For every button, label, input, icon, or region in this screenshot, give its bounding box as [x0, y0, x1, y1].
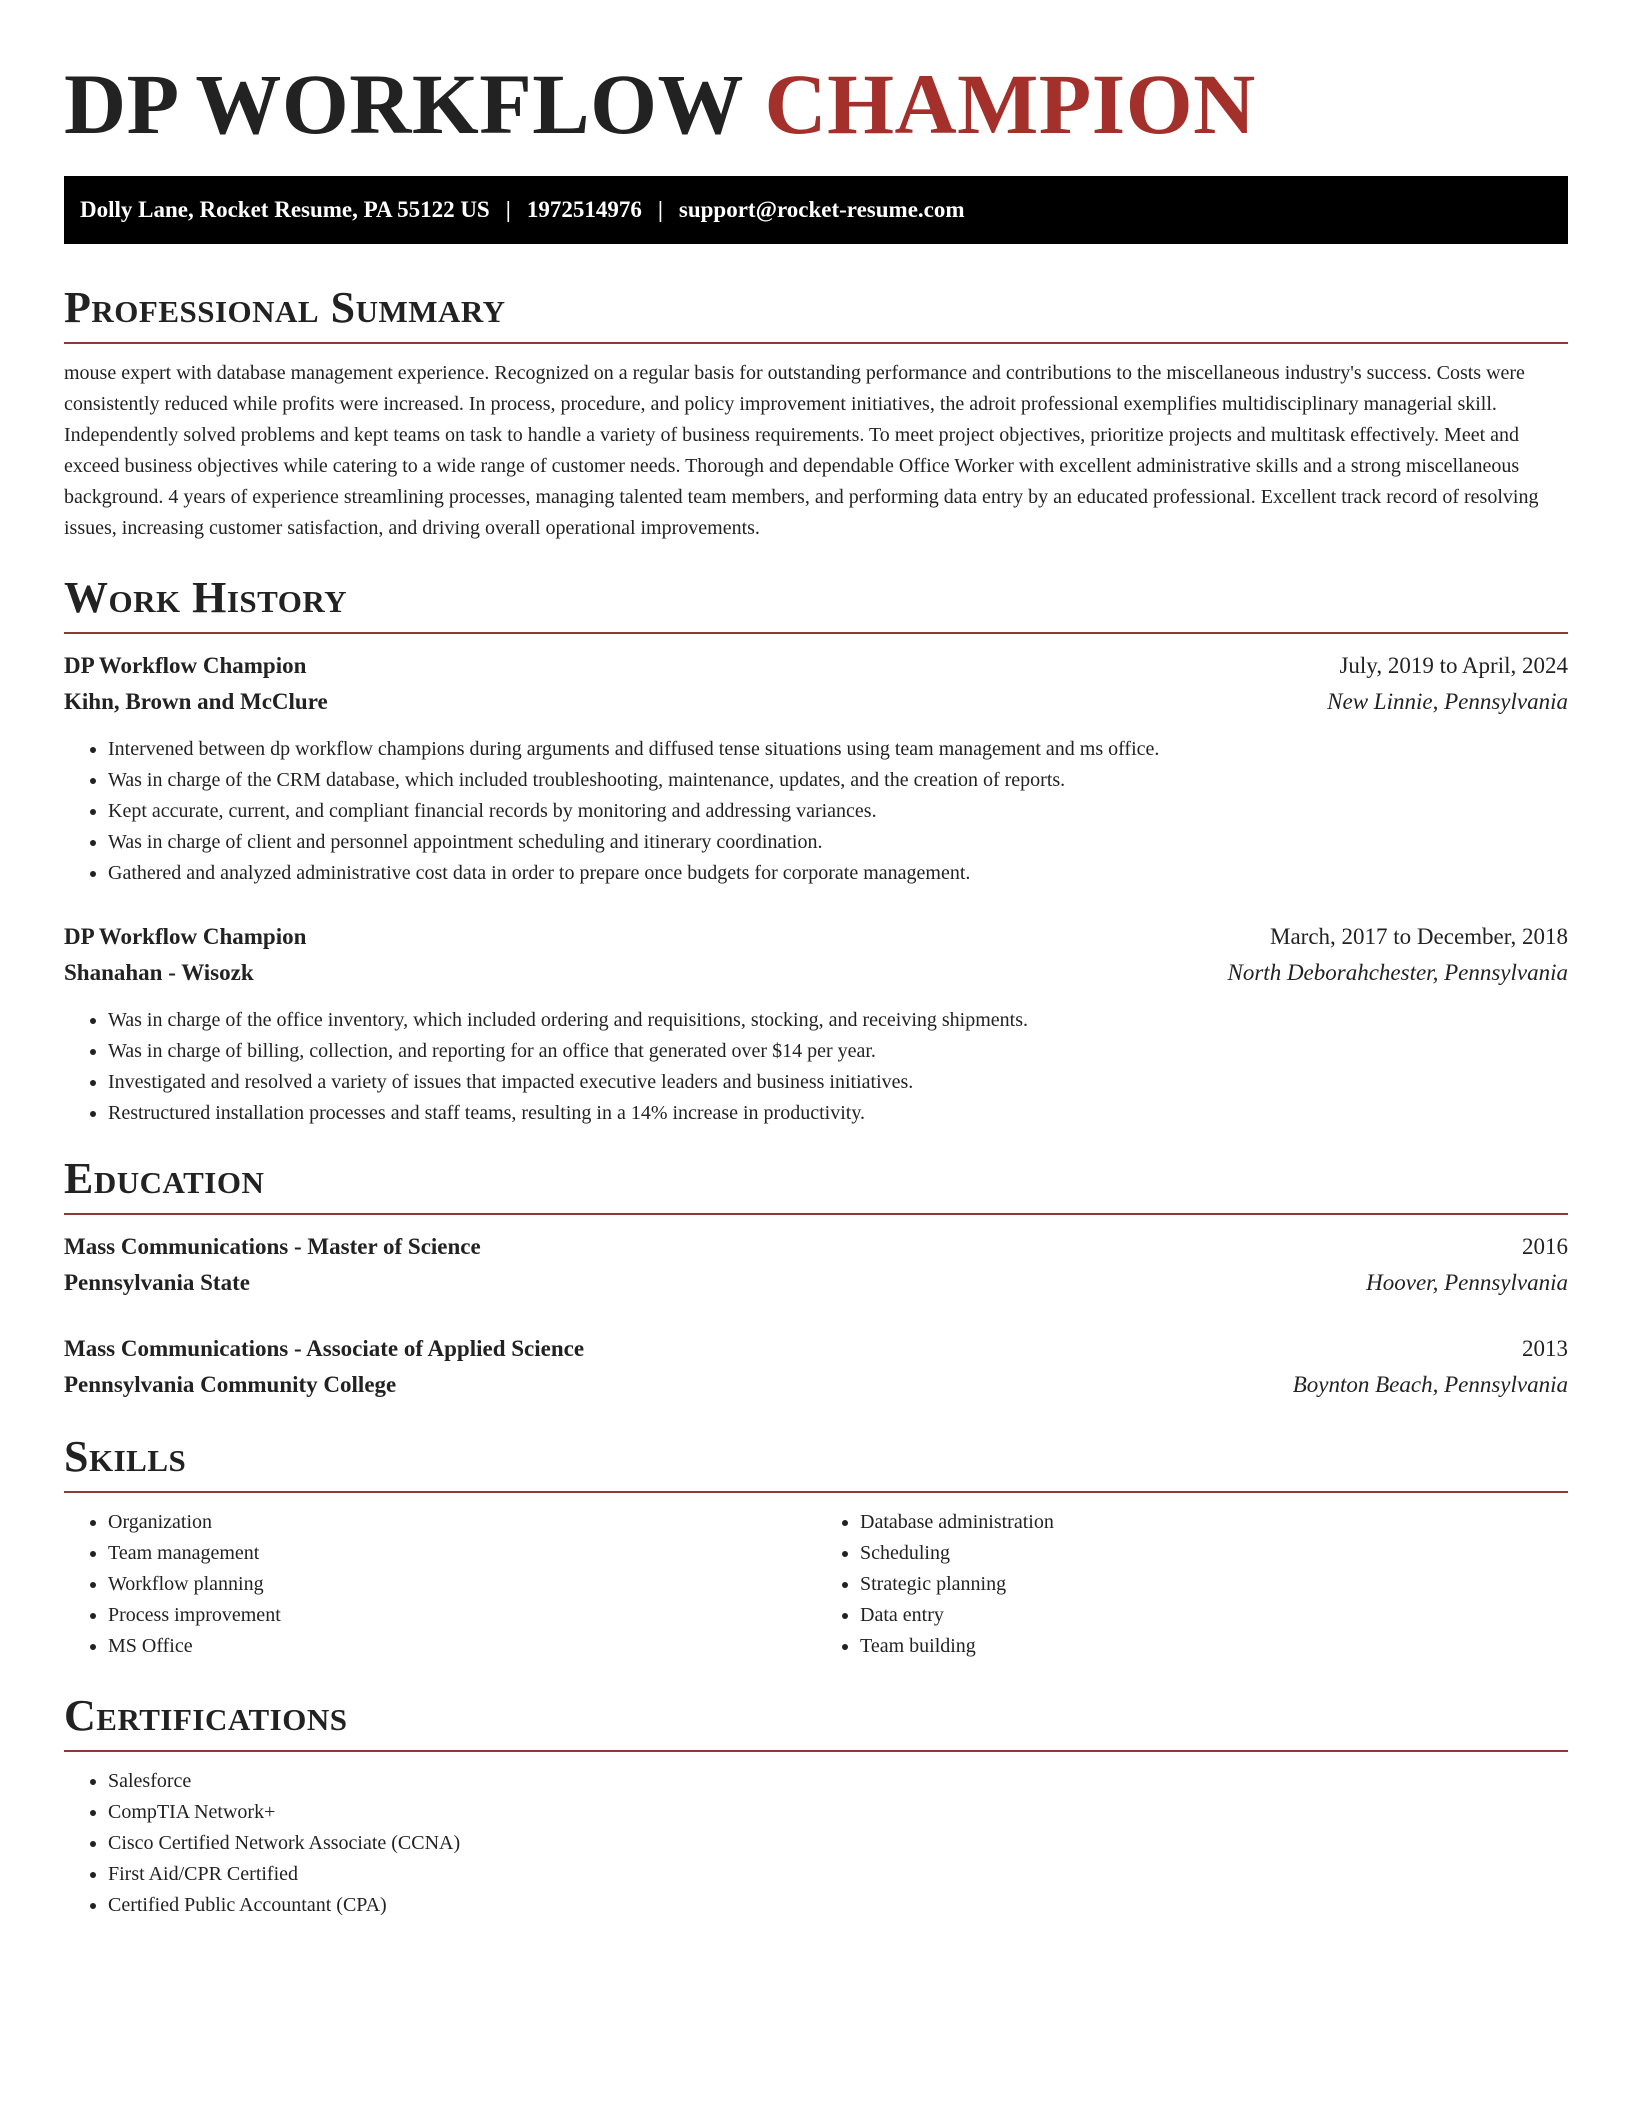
list-item: • Workflow planning	[108, 1569, 816, 1600]
contact-email: support@rocket-resume.com	[678, 197, 965, 222]
education-entry	[64, 1331, 1568, 1403]
list-item: • Strategic planning	[860, 1569, 1568, 1600]
list-item: • Restructured installation processes and staff teams, resulting in a 14% increase in productivity.	[108, 1098, 1568, 1129]
certifications-section	[64, 1692, 1568, 1921]
job-bullets	[64, 734, 1568, 889]
job-entry	[64, 648, 1568, 889]
list-item: • MS Office	[108, 1631, 816, 1662]
education-section	[64, 1155, 1568, 1403]
certifications-list	[64, 1766, 1568, 1921]
job-position: DP Workflow Champion	[64, 653, 307, 678]
section-title-education: Education	[64, 1154, 265, 1203]
section-title-summary: Professional Summary	[64, 283, 506, 332]
list-item: • Process improvement	[108, 1600, 816, 1631]
job-company: Kihn, Brown and McClure	[64, 689, 328, 714]
list-item: • Organization	[108, 1507, 816, 1538]
education-entry	[64, 1229, 1568, 1301]
list-item: • Data entry	[860, 1600, 1568, 1631]
list-item: • Kept accurate, current, and compliant financial records by monitoring and addressing variances.	[108, 796, 1568, 827]
list-item: • Salesforce	[108, 1766, 1568, 1797]
list-item: • Cisco Certified Network Associate (CCNA)	[108, 1828, 1568, 1859]
list-item: • Database administration	[860, 1507, 1568, 1538]
list-item: • Investigated and resolved a variety of issues that impacted executive leaders and business initiatives.	[108, 1067, 1568, 1098]
summary-section	[64, 284, 1568, 544]
list-item: • Team management	[108, 1538, 816, 1569]
resume-name	[64, 56, 1568, 152]
job-location: North Deborahchester, Pennsylvania	[1227, 960, 1568, 985]
section-divider	[64, 1213, 1568, 1215]
list-item: • First Aid/CPR Certified	[108, 1859, 1568, 1890]
contact-separator: |	[657, 197, 663, 222]
section-divider	[64, 1750, 1568, 1752]
list-item: • Was in charge of the office inventory, which included ordering and requisitions, stocking, and receiving shipments.	[108, 1005, 1568, 1036]
skills-grid	[64, 1507, 1568, 1662]
section-divider	[64, 1491, 1568, 1493]
list-item: • Gathered and analyzed administrative cost data in order to prepare once budgets for corporate management.	[108, 858, 1568, 889]
job-location: New Linnie, Pennsylvania	[1327, 689, 1568, 714]
work-history-section	[64, 574, 1568, 1129]
list-item: • Was in charge of billing, collection, and reporting for an office that generated over $14 per year.	[108, 1036, 1568, 1067]
education-degree: Mass Communications - Master of Science	[64, 1234, 481, 1259]
list-item: • Scheduling	[860, 1538, 1568, 1569]
contact-separator: |	[505, 197, 511, 222]
job-company: Shanahan - Wisozk	[64, 960, 254, 985]
education-school: Pennsylvania Community College	[64, 1372, 397, 1397]
education-year: 2016	[1522, 1234, 1568, 1259]
name-first: DP WORKFLOW	[64, 56, 743, 152]
list-item: • Intervened between dp workflow champions during arguments and diffused tense situations using team management and ms office.	[108, 734, 1568, 765]
list-item: • Was in charge of the CRM database, which included troubleshooting, maintenance, updates, and the creation of reports.	[108, 765, 1568, 796]
job-dates: July, 2019 to April, 2024	[1339, 653, 1568, 678]
job-dates: March, 2017 to December, 2018	[1270, 924, 1568, 949]
job-position: DP Workflow Champion	[64, 924, 307, 949]
list-item: • CompTIA Network+	[108, 1797, 1568, 1828]
education-year: 2013	[1522, 1336, 1568, 1361]
education-degree: Mass Communications - Associate of Applied Science	[64, 1336, 585, 1361]
name-last: CHAMPION	[764, 56, 1256, 152]
education-school: Pennsylvania State	[64, 1270, 250, 1295]
skills-list-left	[64, 1507, 816, 1662]
skills-list-right	[816, 1507, 1568, 1662]
contact-address: Dolly Lane, Rocket Resume, PA 55122 US	[80, 197, 490, 222]
summary-text: mouse expert with database management experience. Recognized on a regular basis for outstanding performance and contributions to the miscellaneous industry's success. Costs were consistently reduced while profits were increased. In process, procedure, and policy improvement initiatives, the adroit professional exemplifies multidisciplinary managerial skill. Independently solved problems and kept teams on task to handle a variety of business requirements. To meet project objectives, prioritize projects and multitask effectively. Meet and exceed business objectives while catering to a wide range of customer needs. Thorough and dependable Office Worker with excellent administrative skills and a strong miscellaneous background. 4 years of experience streamlining processes, managing talented team members, and performing data entry by an educated professional. Excellent track record of resolving issues, increasing customer satisfaction, and driving overall operational improvements.	[64, 362, 1539, 539]
section-title-skills: Skills	[64, 1432, 187, 1481]
education-location: Boynton Beach, Pennsylvania	[1292, 1372, 1568, 1397]
job-bullets	[64, 1005, 1568, 1129]
list-item: • Team building	[860, 1631, 1568, 1662]
education-location: Hoover, Pennsylvania	[1366, 1270, 1568, 1295]
list-item: • Certified Public Accountant (CPA)	[108, 1890, 1568, 1921]
section-title-work-history: Work History	[64, 573, 348, 622]
skills-section	[64, 1433, 1568, 1662]
section-divider	[64, 342, 1568, 344]
contact-bar	[64, 176, 1568, 244]
section-title-certifications: Certifications	[64, 1691, 348, 1740]
section-divider	[64, 632, 1568, 634]
contact-phone: 1972514976	[526, 197, 642, 222]
job-entry	[64, 919, 1568, 1129]
list-item: • Was in charge of client and personnel appointment scheduling and itinerary coordination.	[108, 827, 1568, 858]
